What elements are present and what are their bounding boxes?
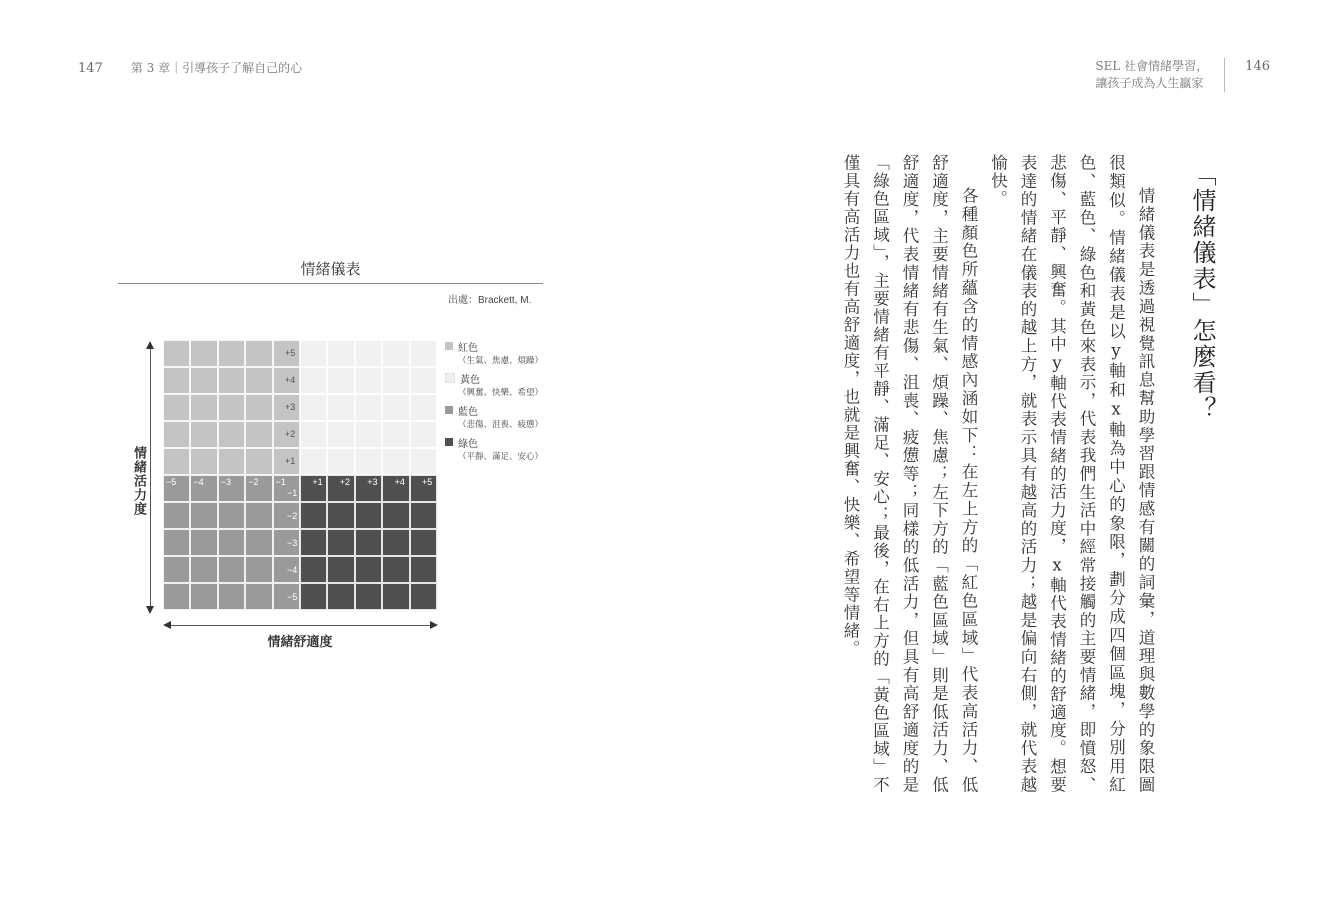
grid-cell xyxy=(355,421,382,448)
grid-cell xyxy=(245,394,272,421)
grid-cell xyxy=(382,367,409,394)
x-tick-label: −1 xyxy=(275,477,286,487)
grid-cell xyxy=(190,556,217,583)
x-tick-label: −4 xyxy=(193,477,204,487)
grid-cell xyxy=(382,529,409,556)
grid-cell xyxy=(245,421,272,448)
grid-cell xyxy=(190,421,217,448)
grid-cell xyxy=(190,340,217,367)
grid-cell xyxy=(355,367,382,394)
right-page-header xyxy=(1095,58,1270,92)
y-axis-label: 情緒活力度 xyxy=(131,446,146,516)
legend-item-blue: 藍色 （悲傷、沮喪、疲憊） xyxy=(445,403,543,433)
grid-cell xyxy=(410,367,437,394)
grid-cell xyxy=(355,583,382,610)
x-tick-label: +2 xyxy=(339,477,351,487)
book-title: SEL 社會情緒學習， 讓孩子成為人生贏家 xyxy=(1095,58,1225,92)
grid-cell xyxy=(190,502,217,529)
grid-cell xyxy=(327,421,354,448)
figure-title: 情緒儀表 xyxy=(300,260,361,278)
grid-cell xyxy=(163,394,190,421)
grid-cell xyxy=(163,583,190,610)
grid-cell xyxy=(382,394,409,421)
grid-cell xyxy=(163,448,190,475)
grid-cell xyxy=(410,448,437,475)
arrow-right-icon xyxy=(430,621,438,629)
grid-cell xyxy=(410,556,437,583)
grid-cell xyxy=(300,502,327,529)
grid-cell xyxy=(410,340,437,367)
y-tick-label: −3 xyxy=(287,538,298,548)
paragraph: 各種顏色所蘊含的情感內涵如下：在左上方的「紅色區域」代表高活力、低舒適度，主要情緒有生氣、煩躁、焦慮；左下方的「藍色區域」則是低活力、低舒適度，代表情緒有悲傷、沮喪、疲憊等；同樣的低活力，但具有高舒適度的是「綠色區域」，主要情緒有平靜、滿足、安心；最後，在右上方的「黃色區域」不僅具有高活力也有高舒適度，也就是興奮、快樂、希望等情緒。 xyxy=(841,154,978,794)
left-page-number: 147 xyxy=(78,61,103,76)
grid-cell xyxy=(218,448,245,475)
grid-cell xyxy=(300,367,327,394)
grid-cell xyxy=(410,394,437,421)
swatch-icon xyxy=(445,406,453,414)
right-page-number: 146 xyxy=(1245,59,1270,74)
grid-cell xyxy=(327,367,354,394)
grid-cell xyxy=(163,340,190,367)
grid-cell xyxy=(327,448,354,475)
grid-cell xyxy=(300,448,327,475)
y-tick-label: +2 xyxy=(285,429,296,439)
grid-cell xyxy=(382,421,409,448)
grid-cell xyxy=(300,394,327,421)
x-tick-label: −3 xyxy=(220,477,232,487)
grid-cell xyxy=(382,340,409,367)
y-tick-label: +5 xyxy=(285,348,296,358)
grid-cell xyxy=(410,583,437,610)
grid-cell xyxy=(245,340,272,367)
grid-cell xyxy=(327,556,354,583)
grid-cell xyxy=(327,502,354,529)
y-tick-label: +3 xyxy=(285,402,296,412)
grid-cell xyxy=(382,556,409,583)
grid-cell xyxy=(300,583,327,610)
y-tick-label: −2 xyxy=(287,511,298,521)
grid-cell xyxy=(410,421,437,448)
grid-cell xyxy=(190,583,217,610)
grid-cell xyxy=(163,556,190,583)
grid-cell xyxy=(327,340,354,367)
article-heading: 「情緒儀表」怎麼看？ xyxy=(1188,162,1216,422)
grid-cell xyxy=(190,367,217,394)
grid-cell xyxy=(355,448,382,475)
legend-item-red: 紅色 （生氣、焦慮、煩躁） xyxy=(445,339,543,369)
grid-cell xyxy=(327,394,354,421)
x-tick-label: +3 xyxy=(367,477,378,487)
y-tick-label: +4 xyxy=(285,375,296,385)
grid-cell xyxy=(300,556,327,583)
grid-cell xyxy=(245,448,272,475)
grid-cell xyxy=(300,421,327,448)
grid-cell xyxy=(218,529,245,556)
swatch-icon xyxy=(445,342,453,350)
arrow-down-icon xyxy=(146,606,154,614)
grid-cell xyxy=(355,529,382,556)
chapter-title: 第 3 章｜引導孩子了解自己的心 xyxy=(130,61,303,75)
y-tick-label: −1 xyxy=(287,488,298,498)
y-tick-label: −4 xyxy=(287,565,298,575)
grid-cell xyxy=(245,502,272,529)
mood-meter-grid xyxy=(163,340,437,610)
grid-cell xyxy=(327,583,354,610)
x-tick-label: +5 xyxy=(422,477,433,487)
x-axis-line xyxy=(170,625,432,626)
y-tick-label: +1 xyxy=(285,456,296,466)
grid-cell xyxy=(300,529,327,556)
grid-cell xyxy=(382,502,409,529)
grid-cell xyxy=(190,448,217,475)
grid-cell xyxy=(410,502,437,529)
x-tick-label: −2 xyxy=(248,477,259,487)
grid-cell xyxy=(355,502,382,529)
left-page-header xyxy=(78,59,302,76)
article-body xyxy=(836,154,1161,794)
legend-item-green: 綠色 （平靜、滿足、安心） xyxy=(445,435,543,465)
grid-cell xyxy=(245,556,272,583)
grid-cell xyxy=(410,529,437,556)
grid-cell xyxy=(245,583,272,610)
grid-cell xyxy=(218,502,245,529)
grid-cell xyxy=(355,556,382,583)
grid-cell xyxy=(163,529,190,556)
grid-cell xyxy=(327,529,354,556)
grid-cell xyxy=(382,448,409,475)
x-tick-label: +1 xyxy=(312,477,323,487)
grid-cell xyxy=(218,421,245,448)
grid-cell xyxy=(218,556,245,583)
figure-source: 出處：Brackett, M. xyxy=(448,295,532,306)
grid-cell xyxy=(163,421,190,448)
arrow-up-icon xyxy=(146,341,154,349)
paragraph: 情緒儀表是透過視覺訊息幫助學習跟情感有關的詞彙，道理與數學的象限圖很類似。情緒儀表是以y軸和x軸為中心的象限，劃分成四個區塊，分別用紅色、藍色、綠色和黃色來表示，代表我們生活中經常接觸的主要情緒，即憤怒、悲傷、平靜、興奮。其中y軸代表情緒的活力度，x軸代表情緒的舒適度。想要表達的情緒在儀表的越上方，就表示具有越高的活力；越是偏向右側，就代表越愉快。 xyxy=(988,154,1155,794)
grid-cell xyxy=(218,394,245,421)
legend-item-yellow: 黃色 （興奮、快樂、希望） xyxy=(445,371,543,401)
x-tick-label: −5 xyxy=(166,477,177,487)
grid-cell xyxy=(163,502,190,529)
grid-cell xyxy=(355,340,382,367)
y-axis-line xyxy=(150,346,151,610)
grid-cell xyxy=(245,367,272,394)
grid-cell xyxy=(245,529,272,556)
grid-cell xyxy=(218,367,245,394)
grid-cell xyxy=(355,394,382,421)
grid-cell xyxy=(300,340,327,367)
grid-cell xyxy=(218,583,245,610)
y-tick-label: −5 xyxy=(287,592,298,602)
x-tick-label: +4 xyxy=(394,477,405,487)
grid-cell xyxy=(218,340,245,367)
swatch-icon xyxy=(445,438,453,446)
grid-cell xyxy=(163,367,190,394)
grid-cell xyxy=(190,394,217,421)
grid-cell xyxy=(190,529,217,556)
figure-title-rule xyxy=(118,283,543,284)
swatch-icon xyxy=(445,373,455,383)
arrow-left-icon xyxy=(163,621,171,629)
figure-legend xyxy=(445,339,543,467)
grid-cell xyxy=(382,583,409,610)
x-axis-label: 情緒舒適度 xyxy=(267,635,333,650)
